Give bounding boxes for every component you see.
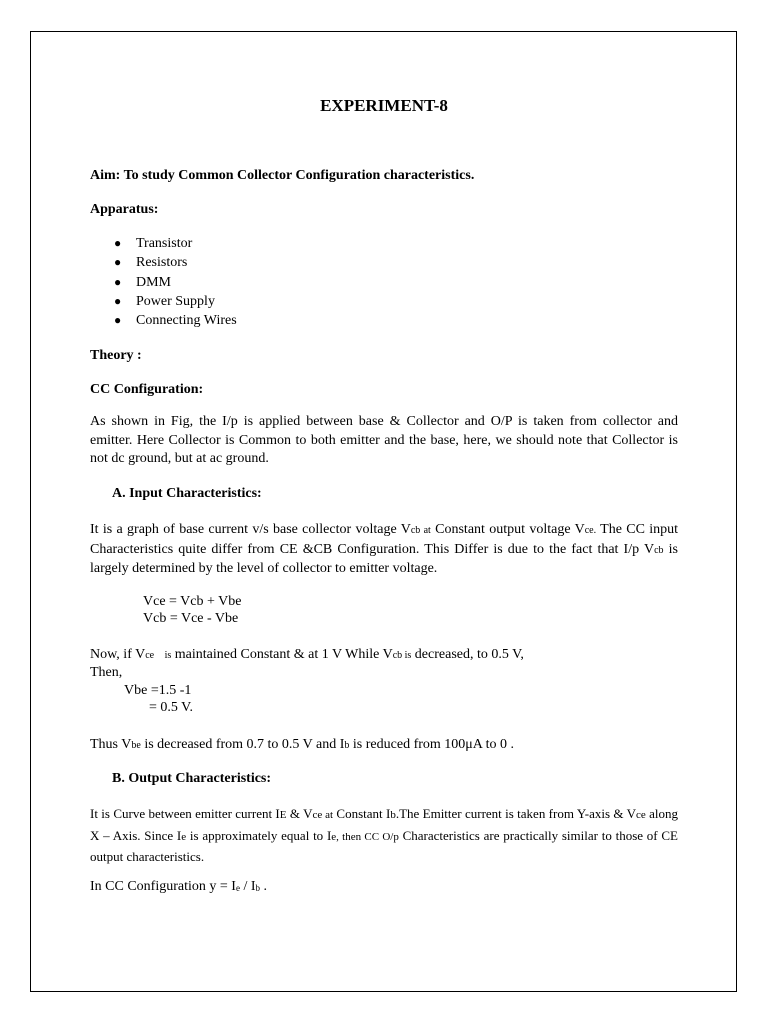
then-line: Then, [90,665,123,680]
theory-heading: Theory : [90,348,142,363]
equation-vcb: Vcb = Vce - Vbe [143,611,239,626]
output-characteristics-heading: B. Output Characteristics: [112,771,272,786]
output-characteristics-paragraph: It is Curve between emitter current IE & Vce at Constant Ib.The Emitter current is taken from Y-axis & Vce along X – Axis. Since Ie is approximately equal to Ie, then CC O/p Characteristics are practically similar to those of CE output characteristics. [90,806,679,864]
apparatus-list [114,234,237,330]
apparatus-item: ● Connecting Wires [114,311,237,330]
input-characteristics-heading: A. Input Characteristics: [112,486,262,501]
apparatus-item: ● Resistors [114,253,237,272]
cc-configuration-heading: CC Configuration: [90,382,204,397]
bullet-icon: ● [114,274,122,289]
apparatus-item: ● Power Supply [114,292,237,311]
apparatus-item: ● DMM [114,273,237,292]
now-line: Now, if Vce is maintained Constant & at 1 V While Vcb is decreased, to 0.5 V, [90,647,524,662]
bullet-icon: ● [114,313,122,328]
apparatus-item: ● Transistor [114,234,237,253]
bullet-icon: ● [114,236,122,250]
cc-configuration-paragraph: As shown in Fig, the I/p is applied between base & Collector and O/P is taken from collector and emitter. Here Collector is Common to both emitter and the base, here, we should note that Collector is not dc ground, but at ac ground. [90,414,678,466]
bullet-icon: ● [114,293,122,308]
aim-heading: Aim: To study Common Collector Configuration characteristics. [90,168,475,183]
bullet-icon: ● [114,255,122,270]
cc-formula-line: In CC Configuration y = Ie / Ib . [90,879,268,894]
vbe-line-1: Vbe =1.5 -1 [124,683,192,698]
vbe-line-2: = 0.5 V. [149,700,193,715]
experiment-title: EXPERIMENT-8 [320,96,448,115]
equation-vce: Vce = Vcb + Vbe [143,594,242,609]
apparatus-heading: Apparatus: [90,202,159,217]
input-characteristics-paragraph: It is a graph of base current v/s base collector voltage Vcb at Constant output voltage Vce. The CC input Characteristics quite differ from CE &CB Configuration. This Differ is due to the fact that I/p Vcb is largely determined by the level of collector to emitter voltage. [90,522,678,576]
thus-line: Thus Vbe is decreased from 0.7 to 0.5 V and Ib is reduced from 100μA to 0 . [90,737,515,752]
